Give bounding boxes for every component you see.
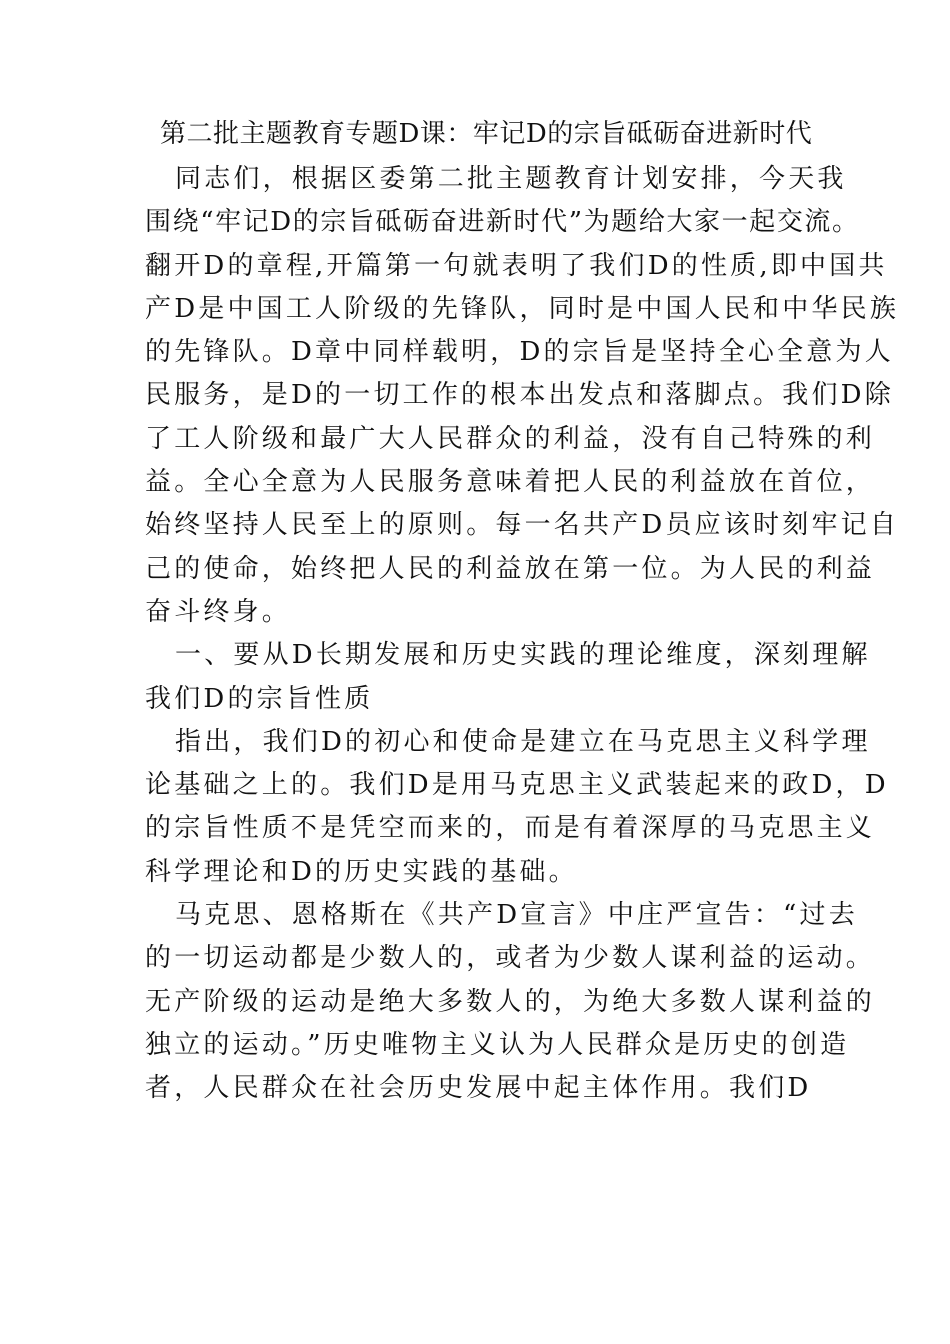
paragraph-line: 的先锋队。D章中同样载明，D的宗旨是坚持全心全意为人 [145,337,894,368]
paragraph-line: 己的使命，始终把人民的利益放在第一位。为人民的利益 [145,553,876,584]
paragraph-line: 翻开D的章程,开篇第一句就表明了我们D的性质,即中国共 [145,250,888,281]
paragraph-line: 指出，我们D的初心和使命是建立在马克思主义科学理 [175,726,871,757]
paragraph-line: 了工人阶级和最广大人民群众的利益，没有自己特殊的利 [145,423,876,454]
document-title: 第二批主题教育专题D课：牢记D的宗旨砥砺奋进新时代 [160,119,813,149]
paragraph-line: 产D是中国工人阶级的先锋队，同时是中国人民和中华民族 [145,293,900,324]
paragraph-line: 奋斗终身。 [145,596,292,627]
paragraph-line: 无产阶级的运动是绝大多数人的，为绝大多数人谋利益的 [145,986,876,1017]
paragraph-line: 马克思、恩格斯在《共产D宣言》中庄严宣告：“过去 [175,900,858,931]
paragraph-line: 益。全心全意为人民服务意味着把人民的利益放在首位， [145,467,876,498]
section-heading-line: 一、要从D长期发展和历史实践的理论维度，深刻理解 [175,640,871,671]
paragraph-line: 者，人民群众在社会历史发展中起主体作用。我们D [145,1073,812,1104]
paragraph-line: 独立的运动。”历史唯物主义认为人民群众是历史的创造 [145,1029,850,1060]
document-body [145,158,900,1111]
paragraph-line: 的一切运动都是少数人的，或者为少数人谋利益的运动。 [145,943,876,974]
paragraph-line: 科学理论和D的历史实践的基础。 [145,856,578,887]
paragraph-line: 始终坚持人民至上的原则。每一名共产D员应该时刻牢记自 [145,510,900,541]
paragraph-line: 论基础之上的。我们D是用马克思主义武装起来的政D，D [145,770,889,801]
paragraph-line: 的宗旨性质不是凭空而来的，而是有着深厚的马克思主义 [145,813,876,844]
section-heading-line: 我们D的宗旨性质 [145,683,374,714]
paragraph-line: 民服务，是D的一切工作的根本出发点和落脚点。我们D除 [145,380,894,411]
paragraph-line: 同志们，根据区委第二批主题教育计划安排，今天我 [175,164,847,194]
paragraph-line: 围绕“牢记D的宗旨砥砺奋进新时代”为题给大家一起交流。 [145,207,860,238]
